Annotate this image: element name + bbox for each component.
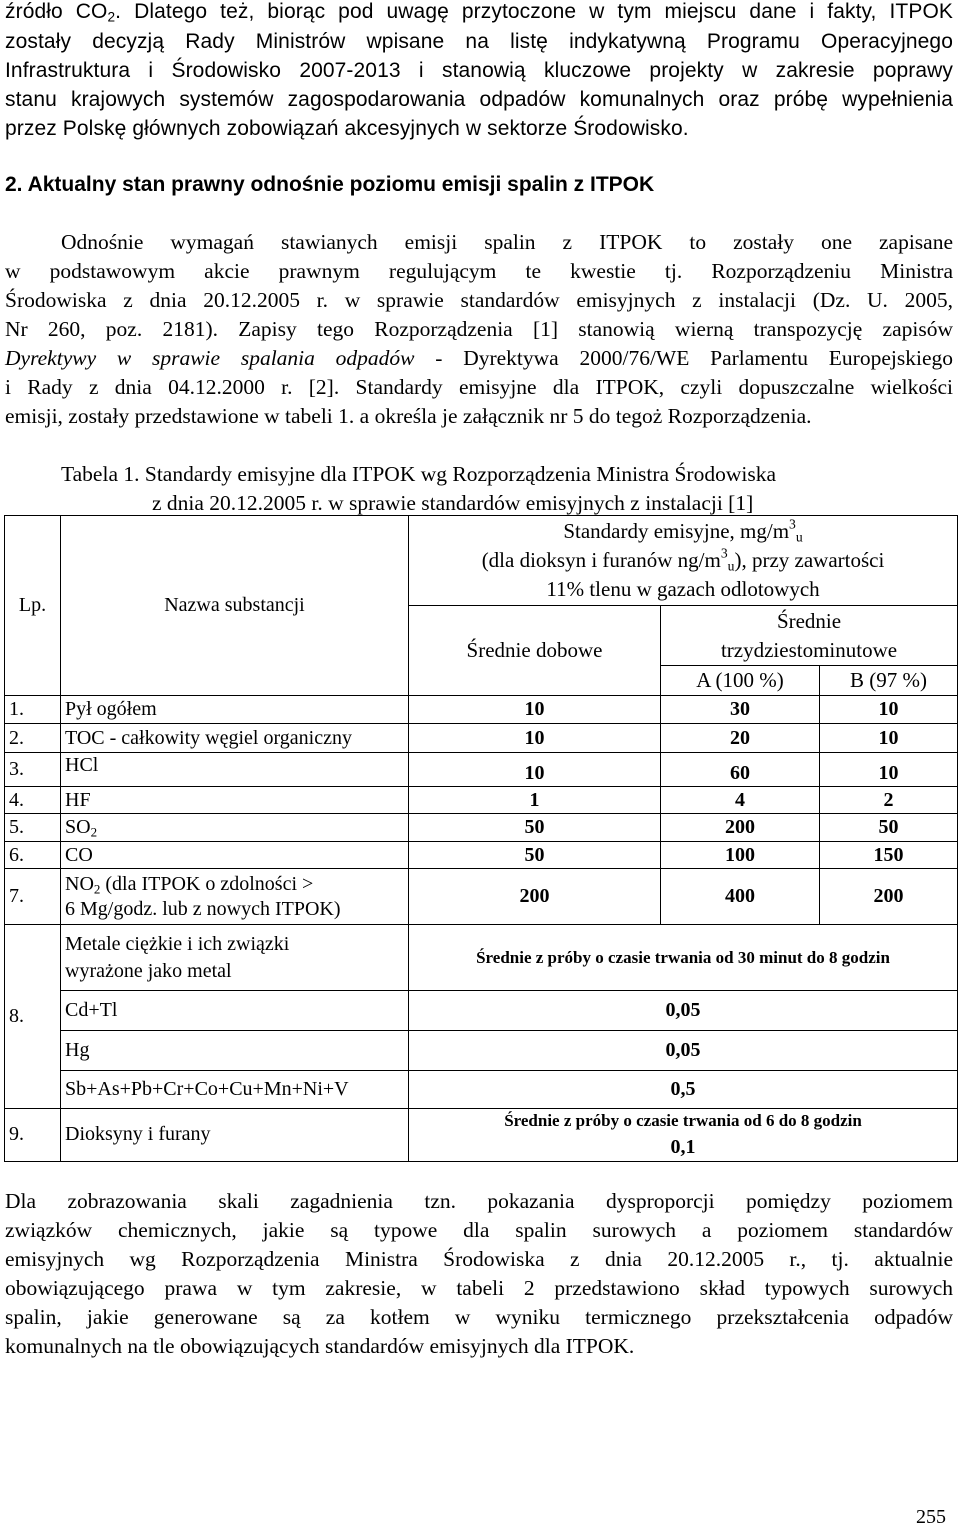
row-lp: 9.: [5, 1109, 61, 1162]
paragraph-line: zostały decyzją Rady Ministrów wpisane na listę indykatywną Programu Operacyjnego: [5, 30, 953, 53]
row-substance: Metale ciężkie i ich związki wyrażone jako metal: [61, 925, 409, 991]
row-value: 0,05: [409, 991, 958, 1031]
table-row-metals: [5, 925, 958, 991]
row-daily: 50: [409, 814, 661, 842]
row-a: 100: [661, 842, 820, 869]
row-daily: 10: [409, 696, 661, 724]
row-lp: 7.: [5, 869, 61, 925]
standards-header: Standardy emisyjne, $mg/m^3_u$ (dla dioksyn i furanów $ng/m^3_u$), przy zawartości 11% tlenu w gazach odlotowych: [409, 516, 958, 606]
row-a: 4: [661, 787, 820, 814]
lp-header: Lp.: [5, 516, 61, 696]
paragraph-line: emisyjnych wg Rozporządzenia Ministra Środowiska z dnia 20.12.2005 r., tj. aktualnie: [5, 1247, 953, 1271]
row-daily: 200: [409, 869, 661, 925]
paragraph-line: i Rady z dnia 04.12.2000 r. [2]. Standardy emisyjne dla ITPOK, czyli dopuszczalne wielkości: [5, 375, 953, 399]
row-a: 30: [661, 696, 820, 724]
thirty-minute-header: Średnie trzydziestominutowe: [661, 606, 958, 666]
table-row: [5, 814, 958, 842]
substance-header: Nazwa substancji: [61, 516, 409, 696]
row-b: 10: [820, 696, 958, 724]
row-b: 2: [820, 787, 958, 814]
table-subrow: [5, 1031, 958, 1071]
paragraph-line: komunalnych na tle obowiązujących standardów emisyjnych dla ITPOK.: [5, 1334, 635, 1358]
row-daily: 10: [409, 724, 661, 753]
paragraph-line: Środowiska z dnia 20.12.2005 r. w sprawie standardów emisyjnych z instalacji (Dz. U. 2005,: [5, 288, 953, 312]
row-daily: 10: [409, 753, 661, 787]
paragraph-line: związków chemicznych, jakie są typowe dla spalin surowych a poziomem standardów: [5, 1218, 953, 1242]
table-subrow: [5, 1071, 958, 1109]
row-b: 50: [820, 814, 958, 842]
daily-header: Średnie dobowe: [409, 606, 661, 696]
paragraph-line: Nr 260, poz. 2181). Zapisy tego Rozporządzenia [1] stanowią wierną transpozycję zapisów: [5, 317, 953, 341]
row-substance: $NO_2$ (dla ITPOK o zdolności > 6 Mg/godz. lub z nowych ITPOK): [61, 869, 409, 925]
paragraph-line: stanu krajowych systemów zagospodarowania odpadów komunalnych oraz próbę wypełnienia: [5, 88, 953, 111]
table-row: [5, 724, 958, 753]
row-substance: TOC - całkowity węgiel organiczny: [61, 724, 409, 753]
row-substance: HF: [61, 787, 409, 814]
page-number: 255: [916, 1506, 946, 1528]
paragraph-line: źródło $CO_2$. Dlatego też, biorąc pod uwagę przytoczone w tym miejscu dane i fakty, ITPOK: [5, 0, 953, 25]
paragraph-line: obowiązującego prawa w tym zakresie, w tabeli 2 przedstawiono skład typowych surowych: [5, 1276, 953, 1300]
paragraph-line: przez Polskę głównych zobowiązań akcesyjnych w sektorze Środowisko.: [5, 117, 689, 140]
table-row: [5, 753, 958, 787]
col-b-header: B (97 %): [820, 666, 958, 696]
row-substance: Dioksyny i furany: [61, 1109, 409, 1162]
emission-standards-table: [4, 515, 958, 1162]
paragraph-line: Dyrektywy w sprawie spalania odpadów - Dyrektywa 2000/76/WE Parlamentu Europejskiego: [5, 346, 953, 370]
table-row: [5, 787, 958, 814]
row-lp: 5.: [5, 814, 61, 842]
col-a-header: A (100 %): [661, 666, 820, 696]
row-value: 0,05: [409, 1031, 958, 1071]
table-header-row: [5, 516, 958, 606]
row-note: Średnie z próby o czasie trwania od 6 do 8 godzin 0,1: [409, 1109, 958, 1162]
row-a: 200: [661, 814, 820, 842]
caption-line: z dnia 20.12.2005 r. w sprawie standardów emisyjnych z instalacji [1]: [152, 491, 754, 515]
row-a: 20: [661, 724, 820, 753]
row-substance: CO: [61, 842, 409, 869]
caption-line: Tabela 1. Standardy emisyjne dla ITPOK wg Rozporządzenia Ministra Środowiska: [61, 462, 776, 486]
row-substance: Pył ogółem: [61, 696, 409, 724]
row-a: 60: [661, 753, 820, 787]
paragraph-line: spalin, jakie generowane są za kotłem w wyniku termicznego przekształcenia odpadów: [5, 1305, 953, 1329]
row-value: 0,5: [409, 1071, 958, 1109]
paragraph-line: emisji, zostały przedstawione w tabeli 1. a określa je załącznik nr 5 do tegoż Rozporządzenia.: [5, 404, 812, 428]
row-b: 10: [820, 753, 958, 787]
row-lp: 4.: [5, 787, 61, 814]
table-row: [5, 869, 958, 925]
row-lp: 8.: [5, 925, 61, 1109]
row-daily: 1: [409, 787, 661, 814]
paragraph-line: Infrastruktura i Środowisko 2007-2013 i stanowią kluczowe projekty w zakresie poprawy: [5, 59, 953, 82]
directive-title: Dyrektywy w sprawie spalania odpadów: [5, 346, 415, 370]
paragraph-line: w podstawowym akcie prawnym regulującym te kwestie tj. Rozporządzeniu Ministra: [5, 259, 953, 283]
row-substance: HCl: [61, 753, 409, 787]
row-b: 150: [820, 842, 958, 869]
row-note: Średnie z próby o czasie trwania od 30 minut do 8 godzin: [409, 925, 958, 991]
row-a: 400: [661, 869, 820, 925]
table-row: [5, 696, 958, 724]
row-substance: Sb+As+Pb+Cr+Co+Cu+Mn+Ni+V: [61, 1071, 409, 1109]
row-daily: 50: [409, 842, 661, 869]
paragraph-line: Dla zobrazowania skali zagadnienia tzn. pokazania dysproporcji pomiędzy poziomem: [5, 1189, 953, 1213]
row-lp: 1.: [5, 696, 61, 724]
row-lp: 3.: [5, 753, 61, 787]
row-b: 200: [820, 869, 958, 925]
row-lp: 2.: [5, 724, 61, 753]
paragraph-line: Odnośnie wymagań stawianych emisji spalin z ITPOK to zostały one zapisane: [61, 230, 953, 254]
table-subrow: [5, 991, 958, 1031]
row-substance: Cd+Tl: [61, 991, 409, 1031]
row-substance: Hg: [61, 1031, 409, 1071]
table-row: [5, 842, 958, 869]
table-row-dioxins: [5, 1109, 958, 1162]
row-lp: 6.: [5, 842, 61, 869]
row-b: 10: [820, 724, 958, 753]
section-heading: 2. Aktualny stan prawny odnośnie poziomu emisji spalin z ITPOK: [5, 173, 655, 196]
row-substance: $SO_2$: [61, 814, 409, 842]
